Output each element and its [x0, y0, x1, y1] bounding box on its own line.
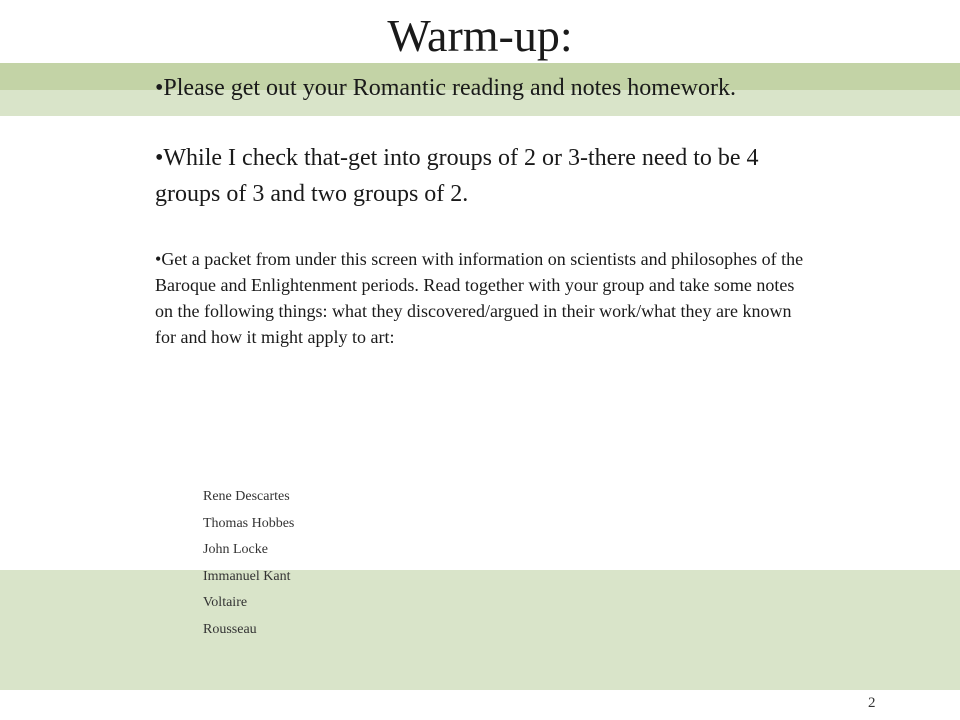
bullet-dot: •	[155, 145, 164, 171]
bullet-dot: •	[155, 249, 162, 269]
list-item: Rene Descartes	[203, 489, 290, 504]
slide-title: Warm-up:	[387, 10, 573, 61]
list-item: Immanuel Kant	[203, 568, 291, 584]
list-item: Rousseau	[203, 621, 257, 637]
list-item: John Locke	[203, 542, 268, 557]
bullet-item	[155, 246, 815, 350]
list-item: Voltaire	[203, 595, 248, 610]
bullet-text: Please get out your Romantic reading and notes homework.	[163, 75, 736, 101]
bullet-list	[155, 70, 815, 350]
bullet-text: While I check that-get into groups of 2 or 3-there need to be 4 groups of 3 and two groups of 2.	[155, 145, 759, 207]
bullet-text: Get a packet from under this screen with information on scientists and philosophes of the Baroque and Enlightenment periods. Read together with your group and take some notes on the following things: what they discovered/argued in their work/what they are known for and how it might apply to art:	[155, 249, 804, 347]
list-item: Thomas Hobbes	[203, 515, 295, 531]
bullet-dot: •	[155, 75, 164, 101]
footer-accent-band	[0, 570, 960, 690]
page-number: 2	[868, 695, 876, 711]
bullet-item	[155, 70, 815, 106]
philosopher-list	[203, 484, 294, 643]
bullet-item	[155, 140, 815, 212]
